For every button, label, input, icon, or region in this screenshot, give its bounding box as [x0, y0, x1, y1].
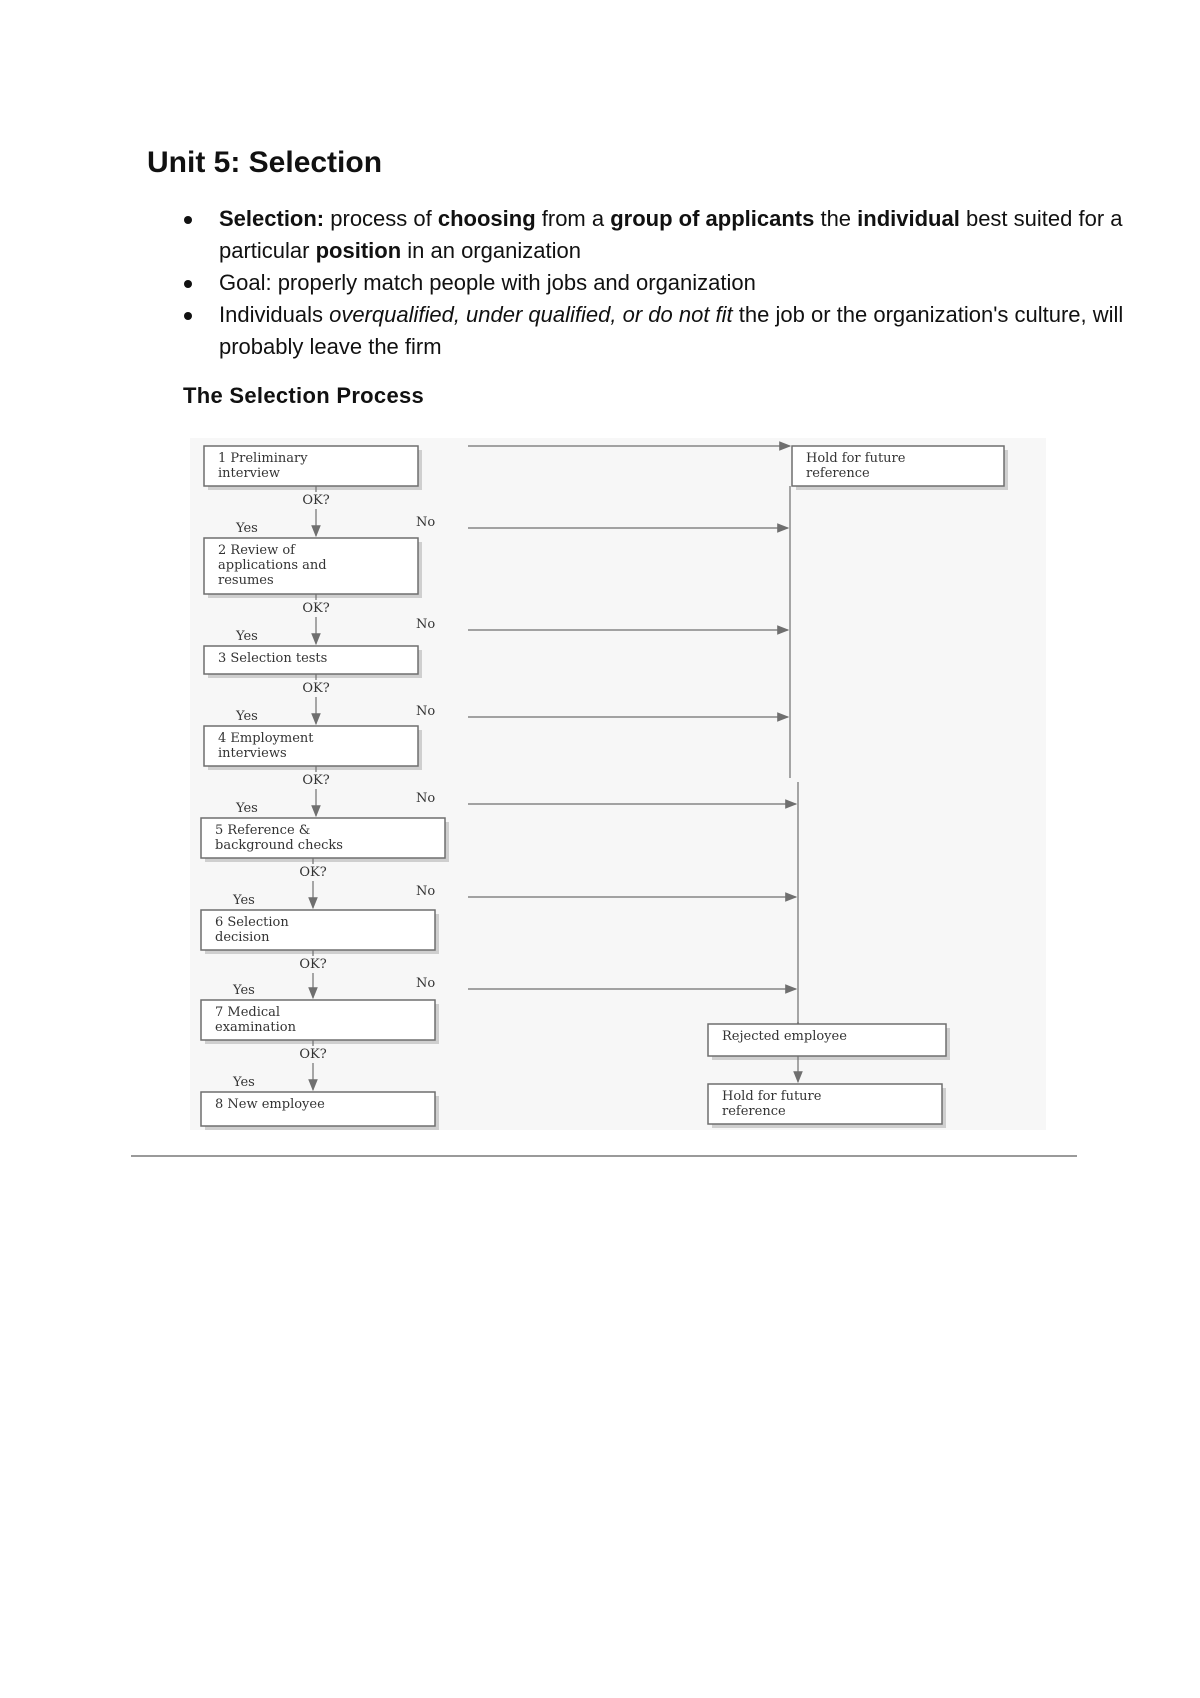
step-1-box-label: interview [218, 466, 280, 481]
ok-question-label: OK? [302, 601, 330, 616]
yes-label: Yes [236, 629, 258, 644]
bullet-text: position [315, 238, 402, 263]
bullet-text: the job or the organization's culture, will probably leave the firm [219, 302, 1124, 359]
no-label: No [416, 515, 436, 530]
yes-label: Yes [233, 1075, 255, 1090]
step-5-box-label: 5 Reference & [215, 823, 311, 838]
step-4-box-label: 4 Employment [218, 731, 314, 746]
rejected-employee-box-label: Rejected employee [722, 1029, 847, 1044]
step-8-box-label: 8 New employee [215, 1097, 325, 1112]
hold-for-future-reference-top-box-label: Hold for future [806, 451, 906, 466]
hold-for-future-reference-top-box-label: reference [806, 466, 870, 481]
ok-question-label: OK? [299, 1047, 327, 1062]
step-1-box-label: 1 Preliminary [218, 451, 308, 466]
no-label: No [416, 617, 436, 632]
yes-label: Yes [236, 801, 258, 816]
page-title: Unit 5: Selection [147, 146, 383, 179]
step-7-box-label: examination [215, 1020, 296, 1035]
bullet-text: Goal: properly match people with jobs and organization [219, 270, 756, 295]
step-3-box-label: 3 Selection tests [218, 651, 328, 666]
horizontal-divider [131, 1155, 1077, 1157]
bullet-text: best suited for a particular [219, 206, 1123, 263]
ok-question-label: OK? [299, 957, 327, 972]
bullet-text: Selection: [219, 206, 325, 231]
yes-label: Yes [236, 521, 258, 536]
ok-question-label: OK? [302, 681, 330, 696]
bullet-text: choosing [437, 206, 536, 231]
selection-process-flowchart [190, 438, 1046, 1130]
bullet-selection-definition [219, 203, 1139, 267]
bullet-text: in an organization [401, 238, 581, 263]
bullet-text: from a [535, 206, 611, 231]
bullet-goal [219, 267, 1139, 299]
bullet-text: overqualified, under qualified, or do not fit [329, 302, 733, 327]
step-6-box-label: 6 Selection [215, 915, 289, 930]
ok-question-label: OK? [302, 493, 330, 508]
step-2-box-label: 2 Review of [218, 543, 295, 558]
flowchart-diagram [190, 438, 1046, 1130]
no-label: No [416, 976, 436, 991]
step-6-box-label: decision [215, 930, 270, 945]
bullet-text: process of [324, 206, 438, 231]
definition-list [147, 203, 1139, 363]
step-5-box-label: background checks [215, 838, 343, 853]
hold-for-future-reference-bottom-box-label: reference [722, 1104, 786, 1119]
bullet-individuals [219, 299, 1139, 363]
step-4-box-label: interviews [218, 746, 287, 761]
step-2-box-label: applications and [218, 558, 327, 573]
yes-label: Yes [233, 893, 255, 908]
bullet-text: Individuals [219, 302, 330, 327]
no-label: No [416, 704, 436, 719]
ok-question-label: OK? [299, 865, 327, 880]
section-heading: The Selection Process [183, 383, 425, 408]
bullet-text: the [814, 206, 858, 231]
bullet-text: group of applicants [610, 206, 815, 231]
no-label: No [416, 884, 436, 899]
hold-for-future-reference-bottom-box-label: Hold for future [722, 1089, 822, 1104]
step-7-box-label: 7 Medical [215, 1005, 281, 1020]
yes-label: Yes [236, 709, 258, 724]
yes-label: Yes [233, 983, 255, 998]
ok-question-label: OK? [302, 773, 330, 788]
bullet-text: individual [857, 206, 960, 231]
no-label: No [416, 791, 436, 806]
step-2-box-label: resumes [218, 573, 274, 588]
